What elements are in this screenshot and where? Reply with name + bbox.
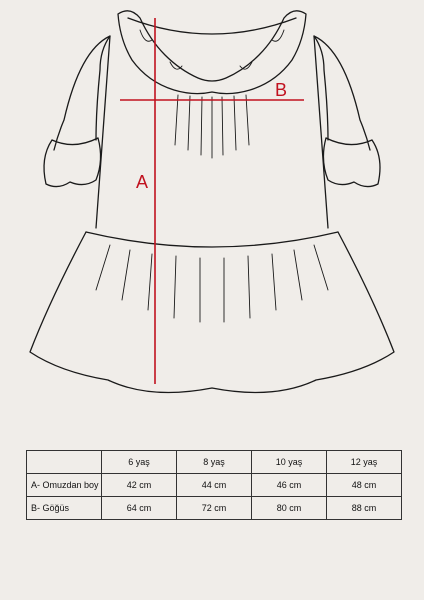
table-header-row	[27, 451, 402, 474]
measurement-cell: 80 cm	[252, 497, 327, 520]
measurement-cell: 72 cm	[177, 497, 252, 520]
measure-label-a: A	[136, 172, 149, 192]
table-row	[27, 497, 402, 520]
dress-waist-seam	[86, 232, 338, 247]
dress-skirt	[30, 232, 394, 393]
header-cell-empty	[27, 451, 102, 474]
header-cell-age: 8 yaş	[177, 451, 252, 474]
dress-neckline	[128, 18, 296, 34]
header-cell-age: 6 yaş	[102, 451, 177, 474]
measurement-cell: 64 cm	[102, 497, 177, 520]
dress-bodice-left	[96, 36, 110, 228]
dress-bodice-right	[314, 36, 328, 228]
measurement-cell: 46 cm	[252, 474, 327, 497]
row-label: B- Göğüs	[27, 497, 102, 520]
measurement-cell: 44 cm	[177, 474, 252, 497]
measurement-cell: 88 cm	[327, 497, 402, 520]
dress-cuff-ruffle-right	[323, 138, 380, 187]
size-chart-table	[26, 450, 402, 520]
measurement-cell: 48 cm	[327, 474, 402, 497]
header-cell-age: 12 yaş	[327, 451, 402, 474]
measurement-cell: 42 cm	[102, 474, 177, 497]
dress-cuff-ruffle-left	[44, 138, 101, 187]
row-label: A- Omuzdan boy	[27, 474, 102, 497]
dress-sleeve-left	[54, 36, 110, 150]
measure-label-b: B	[275, 80, 288, 100]
dress-sleeve-right	[314, 36, 370, 150]
header-cell-age: 10 yaş	[252, 451, 327, 474]
table-row	[27, 474, 402, 497]
